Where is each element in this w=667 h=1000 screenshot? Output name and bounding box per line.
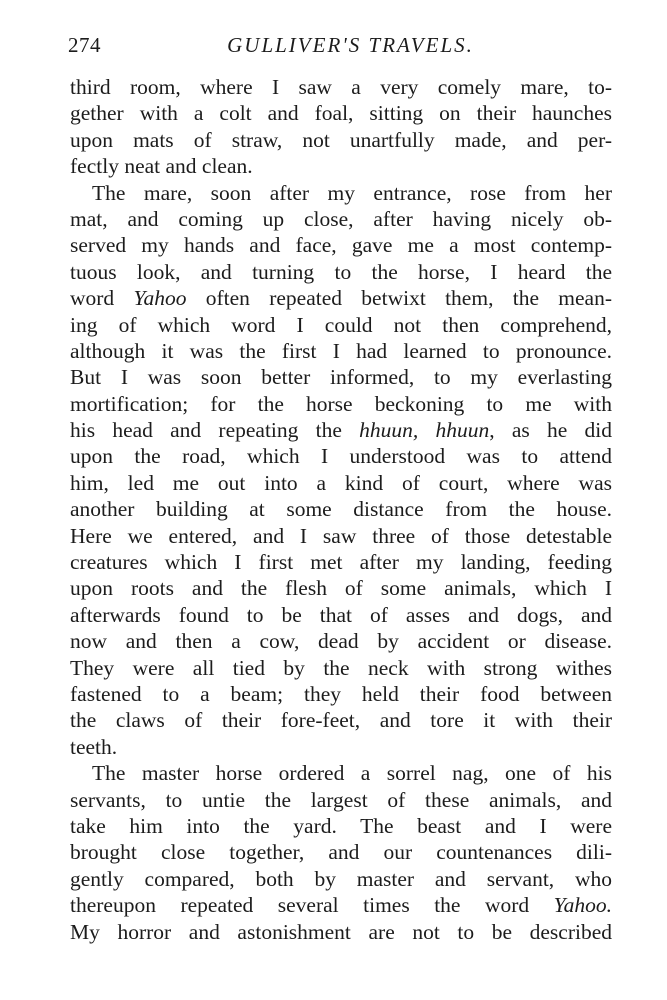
- text-line: upon roots and the flesh of some animals, which I: [70, 576, 612, 601]
- text-line: the claws of their fore-feet, and tore it with their: [70, 708, 612, 733]
- text-line: third room, where I saw a very comely mare, to-: [70, 75, 612, 99]
- page-number: 274: [68, 33, 101, 57]
- text-line: mortification; for the horse beckoning to me with: [70, 391, 612, 416]
- text-line: served my hands and face, gave me a most contemp-: [70, 233, 612, 258]
- text-line: word Yahoo often repeated betwixt them, the mean-: [70, 286, 613, 311]
- text-line: now and then a cow, dead by accident or disease.: [70, 629, 612, 654]
- italic-word: hhuun, hhuun: [359, 418, 490, 443]
- text-line: upon mats of straw, not unartfully made, and per-: [70, 127, 612, 152]
- italic-word: Yahoo.: [553, 893, 612, 918]
- text-line: My horror and astonishment are not to be described: [70, 919, 612, 944]
- text-line: take him into the yard. The beast and I were: [70, 813, 612, 838]
- text-line: teeth.: [70, 734, 118, 759]
- book-title: GULLIVER'S TRAVELS.: [227, 33, 474, 57]
- body-text: [70, 74, 612, 945]
- text-line: thereupon repeated several times the word Yahoo.: [70, 893, 612, 918]
- text-line: him, led me out into a kind of court, where was: [70, 470, 612, 495]
- text-line: They were all tied by the neck with strong withes: [70, 655, 612, 680]
- text-line: afterwards found to be that of asses and dogs, and: [70, 602, 612, 627]
- text-line: Here we entered, and I saw three of those detestable: [70, 523, 612, 548]
- text-line: although it was the first I had learned to pronounce.: [70, 338, 612, 363]
- text-line: fectly neat and clean.: [70, 154, 253, 179]
- text-line: mat, and coming up close, after having nicely ob-: [70, 206, 612, 231]
- paragraph-first-line: The master horse ordered a sorrel nag, one of his: [92, 761, 612, 786]
- text-line: creatures which I first met after my landing, feeding: [70, 550, 612, 575]
- text-line: gether with a colt and foal, sitting on their haunches: [70, 101, 612, 126]
- text-line: his head and repeating the hhuun, hhuun, as he did: [70, 418, 612, 443]
- text-line: another building at some distance from the house.: [70, 497, 612, 522]
- italic-word: Yahoo: [133, 286, 187, 311]
- text-line: ing of which word I could not then comprehend,: [70, 312, 612, 337]
- text-line: tuous look, and turning to the horse, I heard the: [70, 259, 612, 284]
- text-line: fastened to a beam; they held their food between: [70, 681, 612, 706]
- text-line: servants, to untie the largest of these animals, and: [70, 787, 612, 812]
- text-line: gently compared, both by master and servant, who: [70, 866, 612, 891]
- text-line: But I was soon better informed, to my everlasting: [70, 365, 612, 390]
- text-line: upon the road, which I understood was to attend: [70, 444, 612, 469]
- text-line: brought close together, and our countenances dili-: [70, 840, 612, 865]
- running-head: [68, 30, 613, 60]
- paragraph-first-line: The mare, soon after my entrance, rose from her: [92, 180, 612, 205]
